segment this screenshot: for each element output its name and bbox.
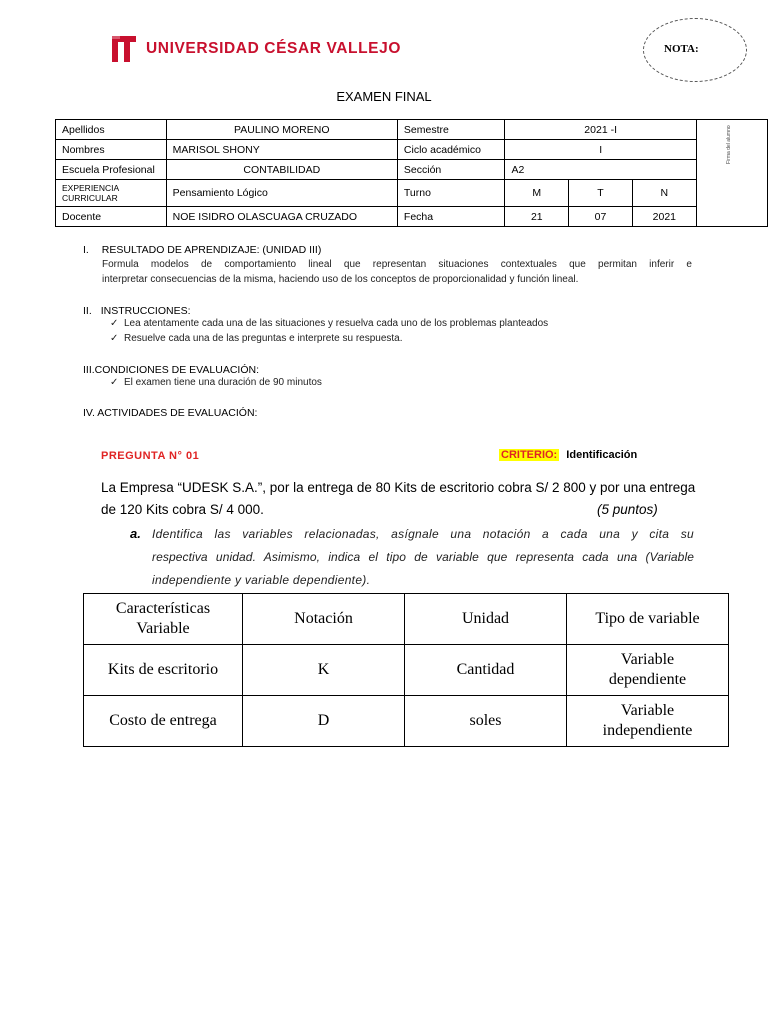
cell-type-line-2: independiente (602, 722, 693, 739)
header-unidad: Unidad (405, 594, 567, 645)
part-line-2: respectiva unidad. Asimismo, indica el tipo de variable que representa cada una (Variable (152, 550, 694, 564)
value-docente: NOE ISIDRO OLASCUAGA CRUZADO (166, 207, 397, 227)
section-1-number: I. (83, 244, 89, 256)
value-fecha-dia: 21 (505, 207, 569, 227)
university-logo (110, 34, 401, 64)
value-nombres: MARISOL SHONY (166, 140, 397, 160)
label-semestre: Semestre (397, 120, 505, 140)
label-experiencia-2: CURRICULAR (62, 193, 118, 203)
variables-table (83, 593, 729, 747)
question-points: (5 puntos) (597, 502, 658, 517)
section-2-number: II. (83, 305, 92, 317)
value-turno-m: M (505, 180, 569, 207)
nota-label: NOTA: (664, 43, 699, 55)
section-1-heading (83, 244, 321, 256)
label-nombres: Nombres (56, 140, 167, 160)
instruction-item-2 (110, 333, 403, 344)
section-4-title: IV. ACTIVIDADES DE EVALUACIÓN: (83, 407, 258, 419)
section-2-heading (83, 305, 191, 317)
cell-notation: D (243, 696, 405, 747)
nota-box (643, 18, 747, 82)
value-fecha-mes: 07 (569, 207, 633, 227)
instruction-text-1: Lea atentamente cada una de las situaciones y resuelva cada uno de los problemas planteados (124, 318, 549, 329)
criterion-value: Identificación (566, 449, 638, 461)
label-experiencia-1: EXPERIENCIA (62, 183, 120, 193)
cell-unit: soles (405, 696, 567, 747)
label-fecha: Fecha (397, 207, 505, 227)
section-1-title: RESULTADO DE APRENDIZAJE: (UNIDAD III) (101, 244, 322, 256)
cell-type (567, 696, 729, 747)
cell-type-line-1: Variable (620, 702, 675, 719)
criterion (499, 449, 637, 461)
value-apellidos: PAULINO MORENO (166, 120, 397, 140)
value-escuela: CONTABILIDAD (166, 160, 397, 180)
value-semestre: 2021 -I (505, 120, 696, 140)
cell-unit: Cantidad (405, 645, 567, 696)
signature-label: Firma del alumno (725, 125, 732, 164)
header-caracteristicas-2: Variable (136, 620, 190, 637)
ucv-logo-icon (110, 34, 138, 64)
condition-item-1 (110, 377, 322, 388)
exam-title: EXAMEN FINAL (336, 89, 432, 104)
condition-text-1: El examen tiene una duración de 90 minutos (124, 377, 322, 388)
label-seccion: Sección (397, 160, 505, 180)
value-turno-n: N (632, 180, 696, 207)
section-1-line-1: Formula modelos de comportamiento lineal que representan situaciones contextuales que permitan inferir e (102, 259, 692, 270)
instruction-text-2: Resuelve cada una de las preguntas e interprete su respuesta. (124, 333, 403, 344)
statement-line-1: La Empresa “UDESK S.A.”, por la entrega de 80 Kits de escritorio cobra S/ 2 800 y por una entrega (101, 480, 696, 495)
part-label: a. (130, 526, 141, 541)
label-docente: Docente (56, 207, 167, 227)
header-notacion: Notación (243, 594, 405, 645)
instruction-item-1 (110, 318, 548, 329)
value-experiencia: Pensamiento Lógico (166, 180, 397, 207)
question-number: PREGUNTA N° 01 (101, 450, 200, 462)
label-turno: Turno (397, 180, 505, 207)
label-apellidos: Apellidos (56, 120, 167, 140)
value-ciclo: I (505, 140, 696, 160)
cell-type-line-1: Variable (620, 651, 675, 668)
value-fecha-anio: 2021 (632, 207, 696, 227)
check-icon: ✓ (110, 333, 119, 344)
criterion-label: CRITERIO: (501, 449, 558, 461)
label-ciclo: Ciclo académico (397, 140, 505, 160)
value-seccion: A2 (505, 160, 696, 180)
label-experiencia (56, 180, 167, 207)
statement-line-2: de 120 Kits cobra S/ 4 000. (101, 502, 264, 517)
table-row (84, 645, 729, 696)
cell-name: Kits de escritorio (84, 645, 243, 696)
value-turno-t: T (569, 180, 633, 207)
cell-name: Costo de entrega (84, 696, 243, 747)
table-header-row (84, 594, 729, 645)
cell-notation: K (243, 645, 405, 696)
section-3-title: III.CONDICIONES DE EVALUACIÓN: (83, 364, 260, 376)
signature-box (696, 120, 767, 227)
university-name: UNIVERSIDAD CÉSAR VALLEJO (146, 40, 401, 57)
check-icon: ✓ (110, 377, 119, 388)
header-tipo: Tipo de variable (567, 594, 729, 645)
check-icon: ✓ (110, 318, 119, 329)
student-info-table (55, 119, 768, 227)
section-2-title: INSTRUCCIONES: (100, 305, 191, 317)
cell-type-line-2: dependiente (608, 671, 687, 688)
section-1-line-2: interpretar consecuencias de la misma, haciendo uso de los conceptos de proporcionalidad y función lineal. (102, 274, 579, 285)
header-caracteristicas (84, 594, 243, 645)
part-line-3: independiente y variable dependiente). (152, 573, 371, 587)
cell-type (567, 645, 729, 696)
header-caracteristicas-1: Características (115, 600, 211, 617)
table-row (84, 696, 729, 747)
label-escuela: Escuela Profesional (56, 160, 167, 180)
part-line-1: Identifica las variables relacionadas, asígnale una notación a cada una y cita su (152, 527, 694, 541)
